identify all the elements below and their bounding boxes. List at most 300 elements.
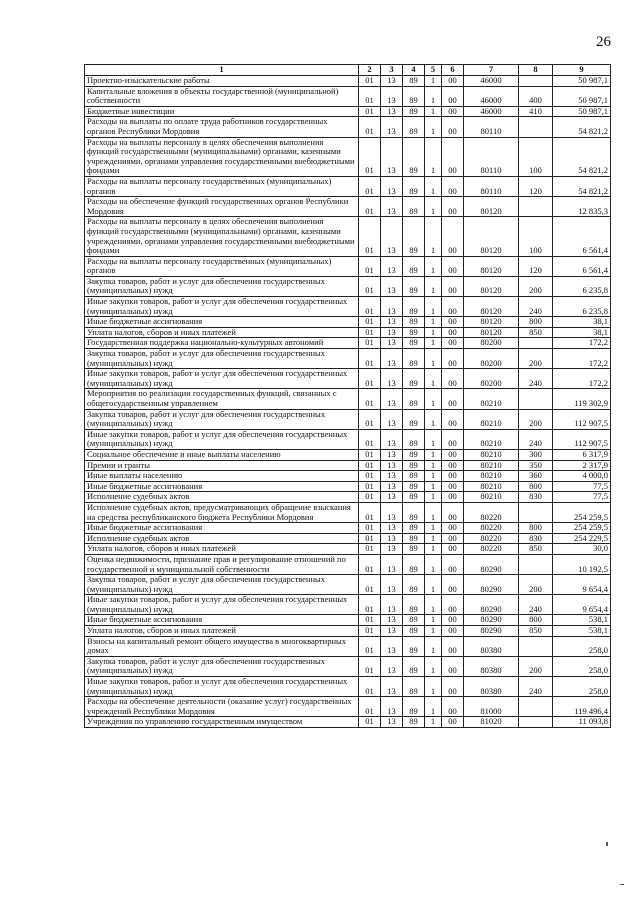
row-c6-cell: 00 <box>442 429 464 449</box>
row-name-cell: Премии и гранты <box>85 460 359 471</box>
row-c2-cell: 01 <box>359 76 381 87</box>
row-c5-cell: 1 <box>425 544 442 555</box>
row-name-cell: Расходы на выплаты персоналу государственных (муниципальных) органов <box>85 256 359 276</box>
row-c8-cell: 200 <box>519 349 553 369</box>
row-name-cell: Иные бюджетные ассигнования <box>85 481 359 492</box>
table-row <box>85 460 611 471</box>
row-c5-cell: 1 <box>425 717 442 728</box>
row-c5-cell: 1 <box>425 523 442 534</box>
row-c3-cell: 13 <box>381 297 403 317</box>
row-c2-cell: 01 <box>359 297 381 317</box>
row-c8-cell <box>519 502 553 522</box>
row-c4-cell: 89 <box>403 76 425 87</box>
table-row <box>85 349 611 369</box>
row-c4-cell: 89 <box>403 523 425 534</box>
table-row <box>85 276 611 296</box>
row-c6-cell: 00 <box>442 481 464 492</box>
table-row <box>85 297 611 317</box>
row-c5-cell: 1 <box>425 369 442 389</box>
row-c2-cell: 01 <box>359 217 381 256</box>
row-c7-cell: 80220 <box>464 533 519 544</box>
table-row <box>85 615 611 626</box>
row-c4-cell: 89 <box>403 502 425 522</box>
table-row <box>85 554 611 574</box>
row-c6-cell: 00 <box>442 677 464 697</box>
row-c5-cell: 1 <box>425 297 442 317</box>
row-c6-cell: 00 <box>442 544 464 555</box>
row-c6-cell: 00 <box>442 76 464 87</box>
row-c8-cell <box>519 636 553 656</box>
row-c4-cell: 89 <box>403 106 425 117</box>
row-c8-cell <box>519 697 553 717</box>
row-c7-cell: 80210 <box>464 471 519 482</box>
row-c5-cell: 1 <box>425 137 442 176</box>
row-c4-cell: 89 <box>403 297 425 317</box>
row-name-cell: Закупка товаров, работ и услуг для обеспечения государственных (муниципальных) нужд <box>85 349 359 369</box>
header-cell: 3 <box>381 65 403 76</box>
row-c9-cell: 254 259,5 <box>553 523 611 534</box>
header-cell: 8 <box>519 65 553 76</box>
row-c7-cell: 80380 <box>464 677 519 697</box>
row-c9-cell: 6 235,8 <box>553 276 611 296</box>
row-c6-cell: 00 <box>442 217 464 256</box>
row-c9-cell: 38,1 <box>553 317 611 328</box>
row-c5-cell: 1 <box>425 217 442 256</box>
table-row <box>85 389 611 409</box>
row-c9-cell: 6 235,8 <box>553 297 611 317</box>
row-c5-cell: 1 <box>425 656 442 676</box>
row-c3-cell: 13 <box>381 656 403 676</box>
row-c6-cell: 00 <box>442 369 464 389</box>
table-header-row <box>85 65 611 76</box>
row-c2-cell: 01 <box>359 595 381 615</box>
row-c9-cell: 30,0 <box>553 544 611 555</box>
row-c2-cell: 01 <box>359 471 381 482</box>
row-c6-cell: 00 <box>442 297 464 317</box>
row-c6-cell: 00 <box>442 595 464 615</box>
row-c3-cell: 13 <box>381 429 403 449</box>
row-c7-cell: 81000 <box>464 697 519 717</box>
row-c7-cell: 80120 <box>464 256 519 276</box>
row-name-cell: Иные бюджетные ассигнования <box>85 615 359 626</box>
row-name-cell: Учреждения по управлению государственным имуществом <box>85 717 359 728</box>
row-c3-cell: 13 <box>381 697 403 717</box>
table-row <box>85 317 611 328</box>
page-number: 26 <box>596 34 611 50</box>
row-c3-cell: 13 <box>381 717 403 728</box>
row-c8-cell: 100 <box>519 137 553 176</box>
row-c3-cell: 13 <box>381 197 403 217</box>
row-c4-cell: 89 <box>403 595 425 615</box>
row-name-cell: Исполнение судебных актов <box>85 492 359 503</box>
row-c5-cell: 1 <box>425 481 442 492</box>
row-c6-cell: 00 <box>442 626 464 637</box>
row-c4-cell: 89 <box>403 575 425 595</box>
row-c9-cell: 10 192,5 <box>553 554 611 574</box>
row-name-cell: Иные закупки товаров, работ и услуг для обеспечения государственных (муниципальных) нужд <box>85 429 359 449</box>
row-c9-cell: 538,1 <box>553 626 611 637</box>
row-c2-cell: 01 <box>359 554 381 574</box>
row-c3-cell: 13 <box>381 533 403 544</box>
table-row <box>85 697 611 717</box>
row-c2-cell: 01 <box>359 615 381 626</box>
row-name-cell: Мероприятия по реализации государственных функций, связанных с общегосударственным управлением <box>85 389 359 409</box>
row-c2-cell: 01 <box>359 697 381 717</box>
row-c5-cell: 1 <box>425 449 442 460</box>
row-c4-cell: 89 <box>403 256 425 276</box>
row-name-cell: Расходы на обеспечение деятельности (оказание услуг) государственных учреждений Республики Мордовия <box>85 697 359 717</box>
row-c2-cell: 01 <box>359 197 381 217</box>
row-c4-cell: 89 <box>403 533 425 544</box>
row-c3-cell: 13 <box>381 106 403 117</box>
table-row <box>85 106 611 117</box>
row-c2-cell: 01 <box>359 544 381 555</box>
row-c9-cell: 6 561,4 <box>553 217 611 256</box>
row-c5-cell: 1 <box>425 86 442 106</box>
table-row <box>85 117 611 137</box>
row-c8-cell <box>519 117 553 137</box>
row-c6-cell: 00 <box>442 656 464 676</box>
row-c2-cell: 01 <box>359 137 381 176</box>
row-c4-cell: 89 <box>403 554 425 574</box>
row-c7-cell: 80210 <box>464 449 519 460</box>
row-c8-cell <box>519 717 553 728</box>
row-c3-cell: 13 <box>381 492 403 503</box>
row-c7-cell: 80380 <box>464 656 519 676</box>
row-name-cell: Исполнение судебных актов <box>85 533 359 544</box>
row-c5-cell: 1 <box>425 327 442 338</box>
row-c5-cell: 1 <box>425 533 442 544</box>
row-c7-cell: 80200 <box>464 349 519 369</box>
table-row <box>85 677 611 697</box>
row-c7-cell: 80110 <box>464 117 519 137</box>
row-c8-cell: 240 <box>519 595 553 615</box>
scan-mark <box>620 884 624 885</box>
row-c6-cell: 00 <box>442 492 464 503</box>
row-name-cell: Социальное обеспечение и иные выплаты населению <box>85 449 359 460</box>
table-row <box>85 595 611 615</box>
row-c6-cell: 00 <box>442 276 464 296</box>
row-c4-cell: 89 <box>403 626 425 637</box>
row-c8-cell: 120 <box>519 256 553 276</box>
row-c5-cell: 1 <box>425 338 442 349</box>
row-c6-cell: 00 <box>442 106 464 117</box>
row-c4-cell: 89 <box>403 429 425 449</box>
row-c5-cell: 1 <box>425 636 442 656</box>
row-c2-cell: 01 <box>359 429 381 449</box>
row-c7-cell: 80210 <box>464 481 519 492</box>
row-c7-cell: 80120 <box>464 276 519 296</box>
row-c5-cell: 1 <box>425 409 442 429</box>
row-c6-cell: 00 <box>442 338 464 349</box>
row-name-cell: Расходы на выплаты персоналу в целях обеспечения выполнения функций государственными (муниципальными) органами, казенными учреждениями, органами управления государственными внебюджетными фондами <box>85 217 359 256</box>
table-row <box>85 409 611 429</box>
row-c9-cell: 112 907,5 <box>553 429 611 449</box>
row-c4-cell: 89 <box>403 697 425 717</box>
table-row <box>85 502 611 522</box>
row-name-cell: Расходы на выплаты персоналу государственных (муниципальных) органов <box>85 176 359 196</box>
row-c3-cell: 13 <box>381 349 403 369</box>
row-c6-cell: 00 <box>442 460 464 471</box>
row-name-cell: Закупка товаров, работ и услуг для обеспечения государственных (муниципальных) нужд <box>85 575 359 595</box>
table-row <box>85 636 611 656</box>
row-c9-cell: 172,2 <box>553 338 611 349</box>
row-c9-cell: 9 654,4 <box>553 595 611 615</box>
row-c3-cell: 13 <box>381 502 403 522</box>
row-c3-cell: 13 <box>381 481 403 492</box>
row-c6-cell: 00 <box>442 471 464 482</box>
row-c5-cell: 1 <box>425 502 442 522</box>
row-c7-cell: 80120 <box>464 317 519 328</box>
row-name-cell: Уплата налогов, сборов и иных платежей <box>85 327 359 338</box>
row-c9-cell: 9 654,4 <box>553 575 611 595</box>
table-row <box>85 717 611 728</box>
row-c2-cell: 01 <box>359 349 381 369</box>
row-name-cell: Уплата налогов, сборов и иных платежей <box>85 544 359 555</box>
row-c6-cell: 00 <box>442 636 464 656</box>
row-c5-cell: 1 <box>425 176 442 196</box>
row-c9-cell: 4 000,0 <box>553 471 611 482</box>
row-c5-cell: 1 <box>425 460 442 471</box>
row-c5-cell: 1 <box>425 389 442 409</box>
row-c3-cell: 13 <box>381 338 403 349</box>
row-c2-cell: 01 <box>359 636 381 656</box>
row-c5-cell: 1 <box>425 697 442 717</box>
row-c5-cell: 1 <box>425 429 442 449</box>
row-c8-cell: 240 <box>519 677 553 697</box>
table-row <box>85 217 611 256</box>
table-row <box>85 626 611 637</box>
row-c7-cell: 80290 <box>464 554 519 574</box>
row-c2-cell: 01 <box>359 533 381 544</box>
row-c6-cell: 00 <box>442 575 464 595</box>
table-row <box>85 137 611 176</box>
row-c8-cell: 200 <box>519 656 553 676</box>
row-c6-cell: 00 <box>442 389 464 409</box>
row-c3-cell: 13 <box>381 636 403 656</box>
row-c3-cell: 13 <box>381 544 403 555</box>
row-c9-cell: 2 317,9 <box>553 460 611 471</box>
row-c6-cell: 00 <box>442 349 464 369</box>
row-c5-cell: 1 <box>425 471 442 482</box>
row-c7-cell: 80120 <box>464 327 519 338</box>
row-c5-cell: 1 <box>425 317 442 328</box>
row-c7-cell: 80120 <box>464 297 519 317</box>
row-c9-cell: 6 317,9 <box>553 449 611 460</box>
row-c3-cell: 13 <box>381 575 403 595</box>
row-c4-cell: 89 <box>403 615 425 626</box>
row-name-cell: Бюджетные инвестиции <box>85 106 359 117</box>
row-c2-cell: 01 <box>359 626 381 637</box>
row-c7-cell: 80210 <box>464 389 519 409</box>
row-name-cell: Иные закупки товаров, работ и услуг для обеспечения государственных (муниципальных) нужд <box>85 677 359 697</box>
header-cell: 4 <box>403 65 425 76</box>
row-c5-cell: 1 <box>425 492 442 503</box>
table-row <box>85 471 611 482</box>
row-c7-cell: 46000 <box>464 106 519 117</box>
row-c2-cell: 01 <box>359 369 381 389</box>
row-c3-cell: 13 <box>381 76 403 87</box>
row-c2-cell: 01 <box>359 389 381 409</box>
row-name-cell: Иные закупки товаров, работ и услуг для обеспечения государственных (муниципальных) нужд <box>85 297 359 317</box>
row-name-cell: Исполнение судебных актов, предусматривающих обращение взыскания на средства республиканского бюджета Республики Мордовия <box>85 502 359 522</box>
row-c9-cell: 50 987,1 <box>553 76 611 87</box>
row-c4-cell: 89 <box>403 460 425 471</box>
row-c9-cell: 54 821,2 <box>553 137 611 176</box>
row-c3-cell: 13 <box>381 317 403 328</box>
row-c5-cell: 1 <box>425 626 442 637</box>
table-row <box>85 327 611 338</box>
row-c8-cell: 100 <box>519 217 553 256</box>
row-c2-cell: 01 <box>359 117 381 137</box>
row-c8-cell <box>519 197 553 217</box>
row-c7-cell: 80290 <box>464 615 519 626</box>
row-c3-cell: 13 <box>381 137 403 176</box>
row-name-cell: Иные выплаты населению <box>85 471 359 482</box>
row-c7-cell: 46000 <box>464 86 519 106</box>
row-name-cell: Расходы на обеспечение функций государственных органов Республики Мордовия <box>85 197 359 217</box>
row-c5-cell: 1 <box>425 256 442 276</box>
row-c9-cell: 172,2 <box>553 349 611 369</box>
row-name-cell: Закупка товаров, работ и услуг для обеспечения государственных (муниципальных) нужд <box>85 276 359 296</box>
row-c7-cell: 80220 <box>464 523 519 534</box>
row-c2-cell: 01 <box>359 327 381 338</box>
row-c4-cell: 89 <box>403 217 425 256</box>
row-c2-cell: 01 <box>359 449 381 460</box>
row-c2-cell: 01 <box>359 717 381 728</box>
row-c4-cell: 89 <box>403 317 425 328</box>
row-c2-cell: 01 <box>359 276 381 296</box>
row-c7-cell: 80290 <box>464 595 519 615</box>
row-c4-cell: 89 <box>403 349 425 369</box>
scan-mark <box>606 842 608 846</box>
row-c9-cell: 50 987,1 <box>553 106 611 117</box>
row-c2-cell: 01 <box>359 575 381 595</box>
row-c8-cell: 410 <box>519 106 553 117</box>
row-c8-cell: 830 <box>519 492 553 503</box>
row-c3-cell: 13 <box>381 677 403 697</box>
row-c3-cell: 13 <box>381 327 403 338</box>
table-row <box>85 369 611 389</box>
row-c9-cell: 6 561,4 <box>553 256 611 276</box>
row-name-cell: Проектно-изыскательские работы <box>85 76 359 87</box>
row-c6-cell: 00 <box>442 554 464 574</box>
row-c4-cell: 89 <box>403 86 425 106</box>
row-c3-cell: 13 <box>381 626 403 637</box>
row-c7-cell: 80120 <box>464 197 519 217</box>
row-c4-cell: 89 <box>403 117 425 137</box>
row-c7-cell: 80200 <box>464 369 519 389</box>
row-c2-cell: 01 <box>359 86 381 106</box>
row-c3-cell: 13 <box>381 471 403 482</box>
row-c2-cell: 01 <box>359 656 381 676</box>
row-c6-cell: 00 <box>442 533 464 544</box>
row-c8-cell: 120 <box>519 176 553 196</box>
row-c3-cell: 13 <box>381 595 403 615</box>
row-c4-cell: 89 <box>403 471 425 482</box>
row-c7-cell: 80290 <box>464 626 519 637</box>
row-c3-cell: 13 <box>381 117 403 137</box>
row-name-cell: Оценка недвижимости, признание прав и регулирование отношений по государственной и муниципальной собственности <box>85 554 359 574</box>
table-row <box>85 544 611 555</box>
row-c2-cell: 01 <box>359 106 381 117</box>
row-c4-cell: 89 <box>403 636 425 656</box>
row-c8-cell: 360 <box>519 471 553 482</box>
row-c4-cell: 89 <box>403 276 425 296</box>
row-c5-cell: 1 <box>425 677 442 697</box>
table-row <box>85 449 611 460</box>
row-c8-cell: 800 <box>519 523 553 534</box>
row-c5-cell: 1 <box>425 276 442 296</box>
table-row <box>85 492 611 503</box>
row-c2-cell: 01 <box>359 409 381 429</box>
row-c3-cell: 13 <box>381 369 403 389</box>
row-c7-cell: 80110 <box>464 176 519 196</box>
row-c6-cell: 00 <box>442 502 464 522</box>
row-c3-cell: 13 <box>381 615 403 626</box>
row-c2-cell: 01 <box>359 677 381 697</box>
row-c7-cell: 80220 <box>464 544 519 555</box>
row-c9-cell: 50 987,1 <box>553 86 611 106</box>
row-c3-cell: 13 <box>381 460 403 471</box>
header-cell: 7 <box>464 65 519 76</box>
budget-table <box>84 64 611 728</box>
row-c8-cell <box>519 338 553 349</box>
row-c4-cell: 89 <box>403 338 425 349</box>
row-name-cell: Иные бюджетные ассигнования <box>85 523 359 534</box>
row-c3-cell: 13 <box>381 176 403 196</box>
row-c2-cell: 01 <box>359 523 381 534</box>
row-c3-cell: 13 <box>381 409 403 429</box>
row-c5-cell: 1 <box>425 349 442 369</box>
row-c6-cell: 00 <box>442 176 464 196</box>
row-c5-cell: 1 <box>425 117 442 137</box>
row-c9-cell: 538,1 <box>553 615 611 626</box>
row-c8-cell: 800 <box>519 615 553 626</box>
row-c7-cell: 80380 <box>464 636 519 656</box>
row-c8-cell: 200 <box>519 409 553 429</box>
row-c4-cell: 89 <box>403 677 425 697</box>
row-c2-cell: 01 <box>359 317 381 328</box>
row-c8-cell: 240 <box>519 429 553 449</box>
row-c7-cell: 46000 <box>464 76 519 87</box>
row-c9-cell: 172,2 <box>553 369 611 389</box>
row-c8-cell: 300 <box>519 449 553 460</box>
row-name-cell: Государственная поддержка национально-культурных автономий <box>85 338 359 349</box>
row-c9-cell: 254 229,5 <box>553 533 611 544</box>
row-c7-cell: 80210 <box>464 429 519 449</box>
row-c4-cell: 89 <box>403 656 425 676</box>
row-c8-cell: 200 <box>519 575 553 595</box>
row-c2-cell: 01 <box>359 338 381 349</box>
row-name-cell: Расходы на выплаты по оплате труда работников государственных органов Республики Мордовия <box>85 117 359 137</box>
row-c8-cell: 850 <box>519 544 553 555</box>
row-c7-cell: 81020 <box>464 717 519 728</box>
row-c8-cell <box>519 76 553 87</box>
row-c8-cell: 800 <box>519 481 553 492</box>
row-c4-cell: 89 <box>403 544 425 555</box>
row-c3-cell: 13 <box>381 256 403 276</box>
row-c6-cell: 00 <box>442 449 464 460</box>
table-row <box>85 429 611 449</box>
row-c3-cell: 13 <box>381 523 403 534</box>
row-c8-cell: 240 <box>519 369 553 389</box>
row-c6-cell: 00 <box>442 327 464 338</box>
row-c7-cell: 80220 <box>464 502 519 522</box>
row-c6-cell: 00 <box>442 86 464 106</box>
row-c4-cell: 89 <box>403 176 425 196</box>
row-c9-cell: 254 259,5 <box>553 502 611 522</box>
